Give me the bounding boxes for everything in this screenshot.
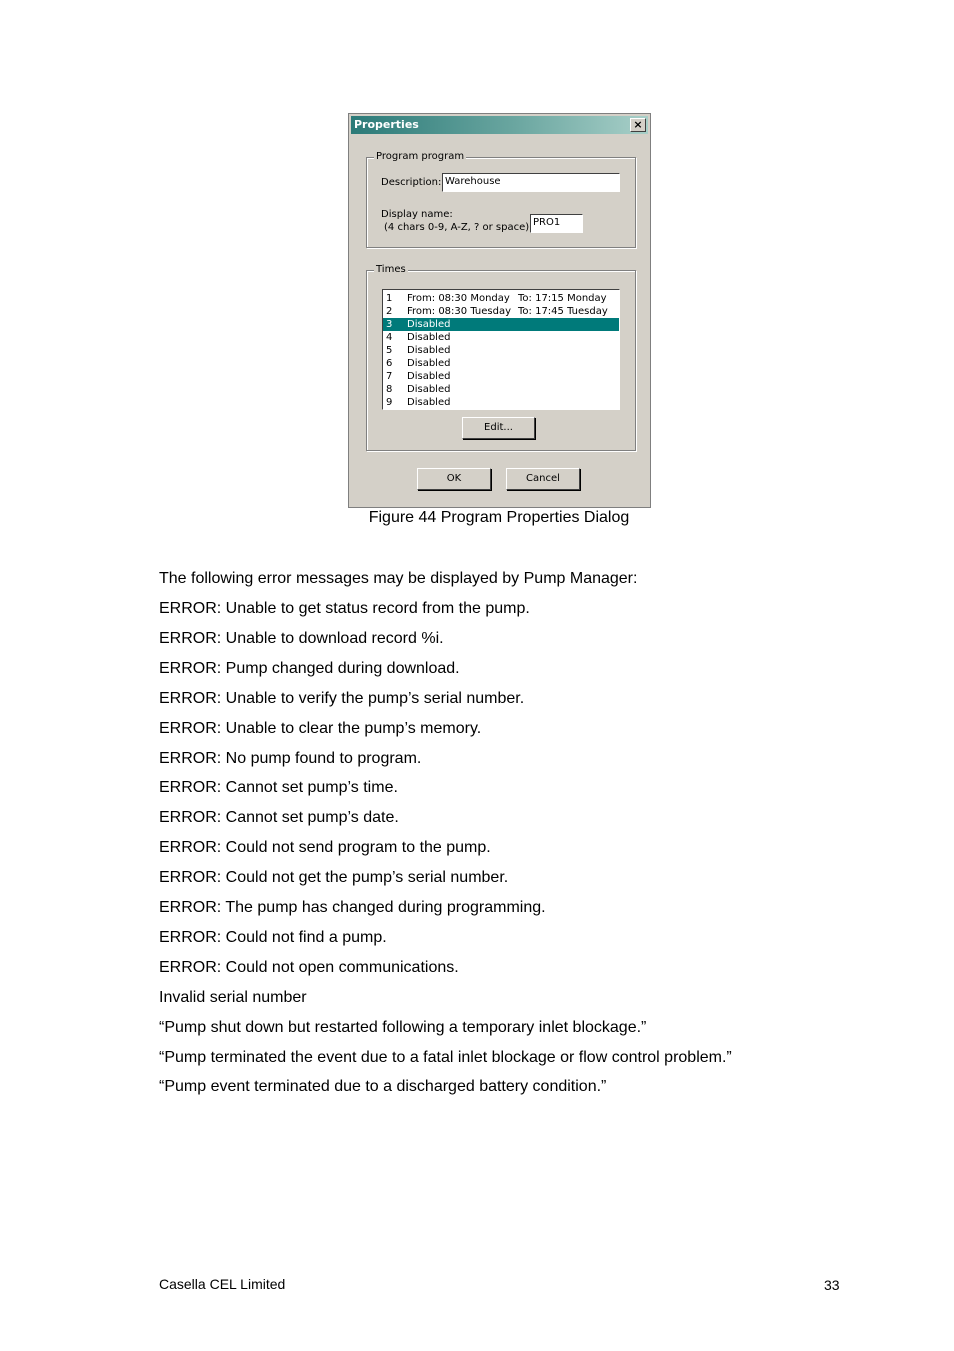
list-cell-num: 6 <box>386 358 393 369</box>
display-name-hint: (4 chars 0-9, A-Z, ? or space) <box>384 222 530 233</box>
times-listbox[interactable] <box>382 289 620 410</box>
list-item[interactable] <box>383 318 619 331</box>
list-cell-num: 1 <box>386 293 393 304</box>
description-label: Description: <box>381 177 442 188</box>
list-item[interactable] <box>383 396 619 409</box>
list-item[interactable] <box>383 383 619 396</box>
list-item[interactable] <box>383 344 619 357</box>
list-cell-num: 3 <box>386 319 393 330</box>
list-cell-num: 5 <box>386 345 393 356</box>
error-message: ERROR: Unable to get status record from the pump. <box>159 600 530 617</box>
list-cell-to: To: 17:15 Monday <box>518 293 607 304</box>
ok-button[interactable]: OK <box>417 468 491 490</box>
close-icon[interactable]: × <box>630 118 646 132</box>
list-cell-from: Disabled <box>407 345 451 356</box>
footer-company: Casella CEL Limited <box>159 1276 286 1292</box>
list-cell-num: 8 <box>386 384 393 395</box>
dialog-title: Properties <box>354 118 419 131</box>
error-message: ERROR: Unable to download record %i. <box>159 629 444 647</box>
description-field[interactable]: Warehouse <box>442 173 620 192</box>
error-message: ERROR: Could not get the pump’s serial number. <box>159 869 509 887</box>
error-message: ERROR: Could not send program to the pump. <box>159 839 491 857</box>
error-message: Invalid serial number <box>159 988 307 1006</box>
list-cell-from: Disabled <box>407 397 451 408</box>
list-cell-to: To: 17:45 Tuesday <box>518 306 608 317</box>
list-cell-from: Disabled <box>407 384 451 395</box>
program-group-label: Program program <box>376 151 465 162</box>
error-message: ERROR: No pump found to program. <box>159 749 422 767</box>
list-item[interactable] <box>383 370 619 383</box>
list-cell-num: 2 <box>386 306 393 317</box>
list-item[interactable] <box>383 357 619 370</box>
error-message: ERROR: Cannot set pump’s time. <box>159 779 398 797</box>
error-message: ERROR: Pump changed during download. <box>159 659 460 677</box>
times-group-label: Times <box>376 264 406 275</box>
cancel-button[interactable]: Cancel <box>506 468 580 490</box>
error-message: “Pump event terminated due to a discharged battery condition.” <box>159 1078 607 1096</box>
edit-button[interactable]: Edit... <box>462 417 535 439</box>
display-name-label: Display name: <box>381 209 453 220</box>
display-name-field[interactable]: PRO1 <box>530 214 583 233</box>
error-message: ERROR: Unable to clear the pump’s memory. <box>159 719 482 737</box>
program-group <box>366 151 636 248</box>
list-cell-num: 9 <box>386 397 393 408</box>
dialog-titlebar <box>351 116 648 134</box>
list-cell-num: 4 <box>386 332 393 343</box>
list-item[interactable] <box>383 292 619 305</box>
error-message: “Pump shut down but restarted following a temporary inlet blockage.” <box>159 1018 647 1036</box>
list-cell-from: From: 08:30 Tuesday <box>407 306 512 317</box>
error-message: ERROR: The pump has changed during programming. <box>159 899 546 916</box>
list-cell-from: Disabled <box>407 358 451 369</box>
error-message: ERROR: Cannot set pump’s date. <box>159 809 399 827</box>
error-message: “Pump terminated the event due to a fatal inlet blockage or flow control problem.” <box>159 1048 732 1066</box>
list-cell-from: Disabled <box>407 319 451 330</box>
list-cell-from: Disabled <box>407 332 451 343</box>
page-number: 33 <box>824 1277 840 1293</box>
list-item[interactable] <box>383 305 619 318</box>
list-cell-num: 7 <box>386 371 393 382</box>
list-cell-from: From: 08:30 Monday <box>407 293 510 304</box>
list-cell-from: Disabled <box>407 371 451 382</box>
error-message: ERROR: Unable to verify the pump’s serial number. <box>159 689 525 707</box>
figure-caption: Figure 44 Program Properties Dialog <box>368 509 630 526</box>
properties-dialog <box>348 113 651 508</box>
intro-paragraph: The following error messages may be displayed by Pump Manager: <box>159 570 638 587</box>
error-message: ERROR: Could not open communications. <box>159 958 459 976</box>
error-message: ERROR: Could not find a pump. <box>159 928 387 946</box>
list-item[interactable] <box>383 331 619 344</box>
